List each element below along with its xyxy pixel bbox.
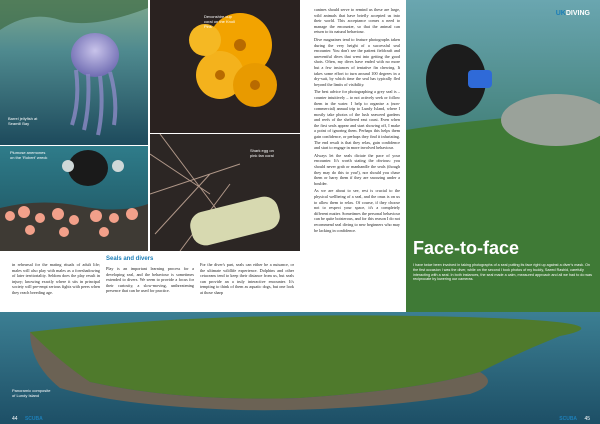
island-illustration — [0, 312, 600, 424]
feature-caption: I have twice been involved in taking photographs of a seal putting its face right up against a diver's mask. On the first occasion I was the diver, while on the second I took photos of my buddy, Saeed Rashid, carefully interacting with a seal. In both instances, the seal made a calm, measured approach and all we had to do was reciprocate by lowering our cameras. — [413, 263, 592, 282]
left-page-number: 44 — [12, 416, 18, 422]
diver-illustration — [0, 146, 148, 251]
shark-egg-caption: Shark egg on pink fan coral — [250, 148, 274, 158]
right-footer — [559, 416, 590, 422]
right-page-number: 45 — [584, 416, 590, 422]
diving-label: DIVING — [565, 10, 590, 17]
panorama-caption: Panoramic composite of Lundy Island — [12, 388, 51, 398]
left-footer — [12, 416, 43, 422]
left-magazine-name: SCUBA — [24, 416, 43, 422]
right-magazine-name: SCUBA — [559, 416, 578, 422]
uk-label: UK — [555, 10, 566, 17]
feature-title: Face-to-face — [413, 238, 520, 258]
left-column-2: Play is an important learning process for a developing seal, and the behaviour is sometimes extended to divers. We seem to provide a focus for their curiosity, a slow-moving, unthreatening presence that can be used for practice. — [106, 266, 194, 294]
right-paragraph-4: Always let the seals dictate the pace of your encounter. It's worth stating the obvious: you should never grab or manhandle the seals (though they may do this to you!), nor should you chase them or harry them if they are snoozing under a boulder. — [314, 152, 400, 186]
diver-caption: Plumose anemones on the 'Robert' wreck — [10, 150, 48, 160]
uk-diving-badge — [556, 10, 590, 17]
diver-photo — [0, 146, 148, 251]
right-column — [314, 7, 400, 235]
jellyfish-caption: Barrel jellyfish at Seamill Bay — [8, 116, 38, 126]
left-column-3: For the diver's part, seals can either be a nuisance, or the ultimate wildlife experience. Dolphins and other cetaceans tend to keep their distance from us, but seals can provide an a truly interactive encounter. It's tempting to think of them as aquatic dogs, but one look at those sharp — [200, 262, 294, 295]
right-paragraph-3: The best advice for photographing a grey seal is – counter intuitively – to not actively seek or follow them in the water. I help to organise a (non-commercial) annual trip to Lundy Island, where I mostly take photos of the lush seaweed gardens and reefs of the sheltered east coast. Even when the first seals appear and start showing off, I make a point of ignoring them. Perhaps this helps them gain confidence, or perhaps they find it infuriating. The end result is that they relax, gain confidence and start to engage in more involved behaviour. — [314, 89, 400, 151]
right-paragraph-5: As we are about to see, rest is crucial to the physical wellbeing of a seal, and the onus is on us to allow them to relax. Of course, if they choose not to respect your space, it's a completely different matter. Sometimes the personal behaviour can be quite boisterous, and for this reason I do not recommend seal diving to new beginners who may be lacking in confidence. — [314, 188, 400, 233]
right-paragraph-2: Dive magazines tend to feature photographs taken during the very height of a successful seal encounter. You don't see the patient fieldcraft and uneventful dives that went into getting the good shots. Often, my dives have ended with no more but a few instances of tentative fin chewing. It takes some effort to turn around 100 degrees in a dry-suit, by which time the seal has typically fled beyond the limits of visibility. — [314, 36, 400, 87]
panorama-photo — [0, 312, 600, 424]
right-paragraph-1: canines should serve to remind us these are large, wild animals that have briefly accepted us into their world. This acceptance comes a need to manage the encounter, so that the animal can return to its natural behaviour. — [314, 7, 400, 35]
left-column-1: in rehearsal for the mating rituals of adult life; males will also play with males as a foreshadowing of later territoriality. Seldom does the play result in injury; knowing exactly where it sits in principal society will pre-empt serious fights with peers when they reach breeding age. — [12, 262, 100, 295]
cup-coral-caption: Devonshire cup coral on the Knoll Pins — [204, 14, 235, 29]
seals-divers-heading: Seals and divers — [106, 256, 154, 262]
